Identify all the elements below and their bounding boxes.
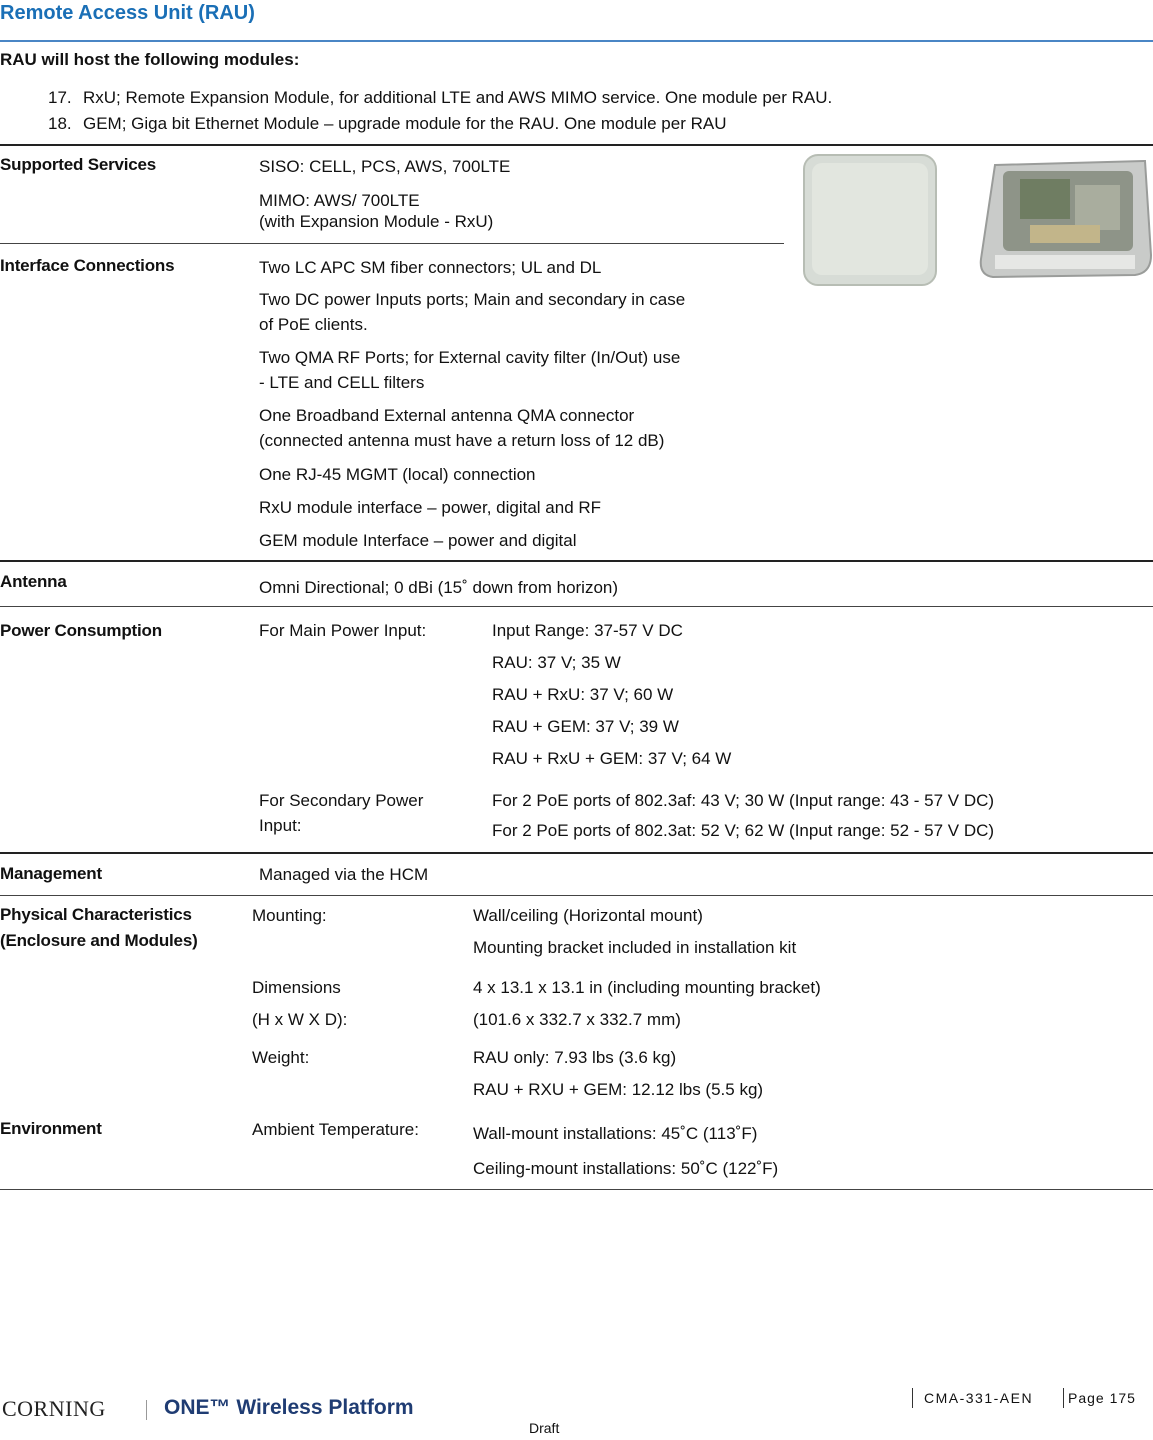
- mounting-line: Wall/ceiling (Horizontal mount): [473, 906, 703, 925]
- interface-connections-label: Interface Connections: [0, 256, 175, 275]
- row-divider: [0, 606, 1153, 607]
- supported-line: SISO: CELL, PCS, AWS, 700LTE: [259, 157, 511, 176]
- one-wireless-platform-logo: ONE™ Wireless Platform: [164, 1396, 414, 1419]
- interface-line: Two QMA RF Ports; for External cavity filter (In/Out) use: [259, 348, 681, 367]
- power-consumption-label: Power Consumption: [0, 621, 162, 640]
- footer-divider: [146, 1400, 147, 1420]
- row-divider: [0, 144, 1153, 146]
- interface-line: Two LC APC SM fiber connectors; UL and DL: [259, 258, 602, 277]
- main-power-line: RAU + RxU: 37 V; 60 W: [492, 685, 674, 704]
- footer-divider: [912, 1388, 913, 1408]
- footer-divider: [1063, 1388, 1064, 1408]
- interface-line: RxU module interface – power, digital and RF: [259, 498, 602, 517]
- antenna-label: Antenna: [0, 572, 67, 591]
- corning-logo: CORNING: [2, 1396, 106, 1421]
- list-item: 18. GEM; Giga bit Ethernet Module – upgrade module for the RAU. One module per RAU: [48, 114, 727, 133]
- document-id: CMA-331-AEN: [924, 1390, 1034, 1406]
- interface-line: of PoE clients.: [259, 315, 368, 334]
- row-divider: [0, 243, 784, 244]
- supported-services-label: Supported Services: [0, 155, 157, 174]
- page-title: Remote Access Unit (RAU): [0, 2, 255, 24]
- secondary-power-label: Input:: [259, 816, 302, 835]
- main-power-line: RAU: 37 V; 35 W: [492, 653, 621, 672]
- interface-line: One RJ-45 MGMT (local) connection: [259, 465, 536, 484]
- management-label: Management: [0, 864, 102, 883]
- rau-enclosure-image: [800, 153, 940, 288]
- weight-line: RAU only: 7.93 lbs (3.6 kg): [473, 1048, 677, 1067]
- temperature-line: Wall-mount installations: 45˚C (113˚F): [473, 1124, 758, 1143]
- weight-line: RAU + RXU + GEM: 12.12 lbs (5.5 kg): [473, 1080, 764, 1099]
- page-number: Page 175: [1068, 1390, 1136, 1406]
- interface-line: Two DC power Inputs ports; Main and secondary in case: [259, 290, 686, 309]
- interface-line: (connected antenna must have a return loss of 12 dB): [259, 431, 665, 450]
- dimensions-label: Dimensions: [252, 978, 341, 997]
- main-power-line: RAU + RxU + GEM: 37 V; 64 W: [492, 749, 732, 768]
- main-power-line: RAU + GEM: 37 V; 39 W: [492, 717, 679, 736]
- mounting-label: Mounting:: [252, 906, 327, 925]
- list-item: 17. RxU; Remote Expansion Module, for additional LTE and AWS MIMO service. One module per RAU.: [48, 88, 833, 107]
- row-divider: [0, 895, 1153, 896]
- secondary-power-line: For 2 PoE ports of 802.3af: 43 V; 30 W (Input range: 43 - 57 V DC): [492, 791, 995, 810]
- title-rule: [0, 40, 1153, 42]
- row-divider: [0, 1189, 1153, 1190]
- dimensions-label: (H x W X D):: [252, 1010, 348, 1029]
- main-power-line: Input Range: 37-57 V DC: [492, 621, 683, 640]
- interface-line: One Broadband External antenna QMA connector: [259, 406, 635, 425]
- antenna-value: Omni Directional; 0 dBi (15˚ down from horizon): [259, 578, 619, 597]
- draft-label: Draft: [529, 1420, 560, 1436]
- weight-label: Weight:: [252, 1048, 310, 1067]
- modules-subhead: RAU will host the following modules:: [0, 50, 300, 69]
- ambient-temperature-label: Ambient Temperature:: [252, 1120, 419, 1139]
- physical-label: Physical Characteristics: [0, 905, 192, 924]
- main-power-label: For Main Power Input:: [259, 621, 427, 640]
- dimensions-line: 4 x 13.1 x 13.1 in (including mounting bracket): [473, 978, 821, 997]
- supported-line: (with Expansion Module - RxU): [259, 212, 494, 231]
- rau-open-image: [975, 155, 1153, 280]
- interface-line: GEM module Interface – power and digital: [259, 531, 577, 550]
- row-divider: [0, 560, 1153, 562]
- dimensions-line: (101.6 x 332.7 x 332.7 mm): [473, 1010, 681, 1029]
- temperature-line: Ceiling-mount installations: 50˚C (122˚F): [473, 1159, 779, 1178]
- environment-label: Environment: [0, 1119, 102, 1138]
- management-value: Managed via the HCM: [259, 865, 429, 884]
- secondary-power-label: For Secondary Power: [259, 791, 424, 810]
- physical-label: (Enclosure and Modules): [0, 931, 198, 950]
- row-divider: [0, 852, 1153, 854]
- interface-line: - LTE and CELL filters: [259, 373, 425, 392]
- supported-line: MIMO: AWS/ 700LTE: [259, 191, 420, 210]
- secondary-power-line: For 2 PoE ports of 802.3at: 52 V; 62 W (Input range: 52 - 57 V DC): [492, 821, 995, 840]
- mounting-line: Mounting bracket included in installation kit: [473, 938, 797, 957]
